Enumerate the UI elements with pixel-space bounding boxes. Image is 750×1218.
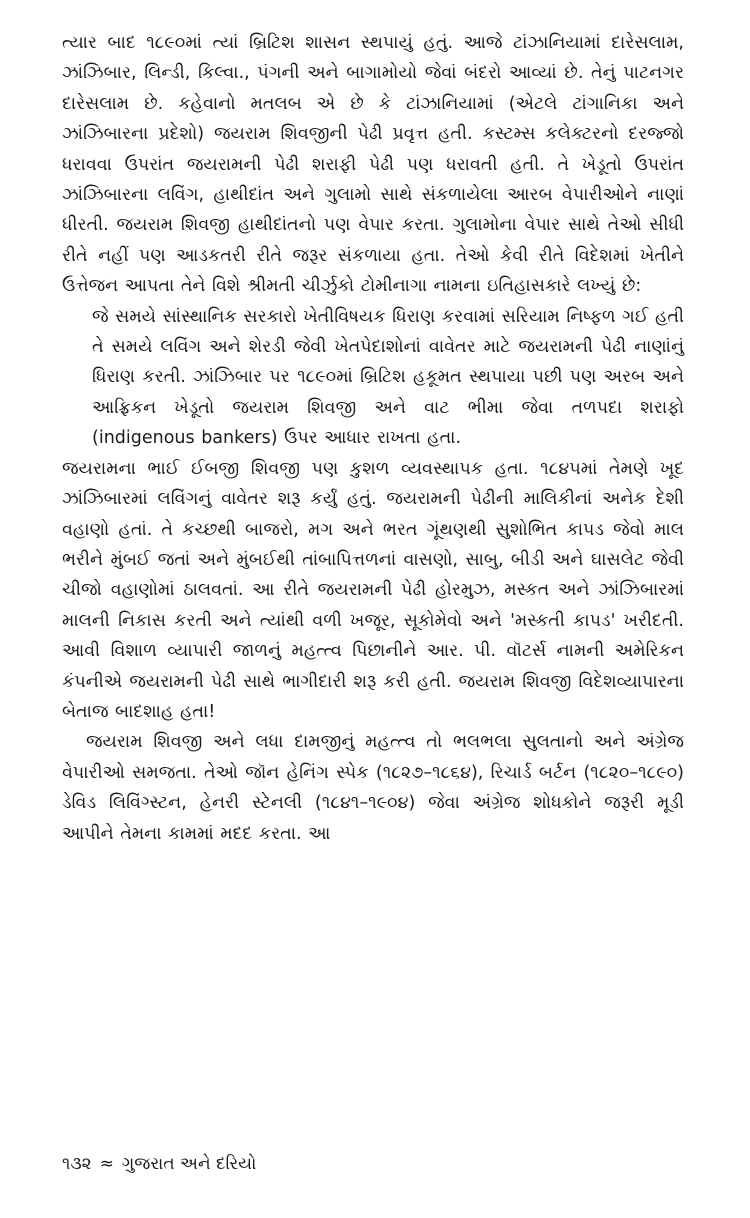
- paragraph-ibji-shivji: જયરામના ભાઈ ઈબજી શિવજી પણ કુશળ વ્યવસ્થાપક હતા. ૧૮૪૫માં તેમણે ખૂદ ઝાંઝિબારમાં લવિંગનું વાવેતર શરૂ કર્યું હતું. જયરામની પેઢીની માલિકીનાં અનેક દેશી વહાણો હતાં. તે કચ્છથી બાજરો, મગ અને ભરત ગૂંથણથી સુશોભિત કાપડ જેવો માલ ભરીને મુંબઈ જતાં અને મુંબઈથી તાંબાપિત્તળનાં વાસણો, સાબુ, બીડી અને ઘાસલેટ જેવી ચીજો વહાણોમાં ઠાલવતાં. આ રીતે જયરામની પેઢી હોરમુઝ, મસ્કત અને ઝાંઝિબારમાં માલની નિકાસ કરતી અને ત્યાંથી વળી ખજૂર, સૂકોમેવો અને 'મસ્કતી કાપડ' ખરીદતી. આવી વિશાળ વ્યાપારી જાળનું મહત્ત્વ પિછાનીને આર. પી. વૉટર્સ નામની અમેરિકન કંપનીએ જયરામની પેઢી સાથે ભાગીદારી શરૂ કરી હતી. જયરામ શિવજી વિદેશવ્યાપારના બેતાજ બાદશાહ હતા!: [62, 458, 684, 722]
- page-footer: [62, 1152, 264, 1176]
- page-number: ૧૩૨: [62, 1154, 92, 1174]
- body-text: [62, 28, 684, 849]
- footer-separator: ≈: [99, 1154, 114, 1174]
- paragraph-ladha-damji: જયરામ શિવજી અને લધા દામજીનું મહત્ત્વ તો ભલભલા સુલતાનો અને અંગ્રેજ વેપારીઓ સમજતા. તેઓ જૉન હેનિંગ સ્પેક (૧૮૨૭–૧૮૬૪), રિચાર્ડ બર્ટન (૧૮૨૦–૧૮૯૦) ડેવિડ લિવિંગ્સ્ટન, હેનરી સ્ટેનલી (૧૮૪૧–૧૯૦૪) જેવા અંગ્રેજ શોધકોને જરૂરી મૂડી આપીને તેમના કામમાં મદદ કરતા. આ: [62, 732, 684, 844]
- paragraph-tanzania-history: ત્યાર બાદ ૧૮૯૦માં ત્યાં બ્રિટિશ શાસન સ્થપાયું હતું. આજે ટાંઝાનિયામાં દારેસલામ, ઝાંઝિબાર, લિન્ડી, કિલ્વા., પંગની અને બાગામોયો જેવાં બંદરો આવ્યાં છે. તેનું પાટનગર દારેસલામ છે. કહેવાનો મતલબ એ છે કે ટાંઝાનિયામાં (એટલે ટાંગાનિકા અને ઝાંઝિબારના પ્રદેશો) જયરામ શિવજીની પેઢી પ્રવૃત્ત હતી. કસ્ટમ્સ કલેક્ટરનો દરજ્જો ધરાવવા ઉપરાંત જયરામની પેઢી શરાફી પેઢી પણ ધરાવતી હતી. તે ખેડૂતો ઉપરાંત ઝાંઝિબારના લવિંગ, હાથીદાંત અને ગુલામો સાથે સંકળાયેલા આરબ વેપારીઓને નાણાં ધીરતી. જયરામ શિવજી હાથીદાંતનો પણ વેપાર કરતા. ગુલામોના વેપાર સાથે તેઓ સીધી રીતે નહીં પણ આડકતરી રીતે જરૂર સંકળાયા હતા. તેઓ કેવી રીતે વિદેશમાં ખેતીને ઉત્તેજન આપતા તેને વિશે શ્રીમતી ચીર્ઝુકો ટોમીનાગા નામના ઇતિહાસકારે લખ્યું છે:: [62, 33, 684, 297]
- block-quote-tominaga: જે સમયે સાંસ્થાનિક સરકારો ખેતીવિષયક ધિરાણ કરવામાં સરિયામ નિષ્ફળ ગઈ હતી તે સમયે લવિંગ અને શેરડી જેવી ખેતપેદાશોનાં વાવેતર માટે જયરામની પેઢી નાણાંનું ધિરાણ કરતી. ઝાંઝિબાર પર ૧૮૯૦માં બ્રિટિશ હકૂમત સ્થપાયા પછી પણ અરબ અને આફ્રિકન ખેડૂતો જયરામ શિવજી અને વાટ ભીમા જેવા તળપદા શરાફો (indigenous bankers) ઉપર આધાર રાખતા હતા.: [92, 306, 684, 449]
- book-title: ગુજરાત અને દરિયો: [121, 1154, 257, 1174]
